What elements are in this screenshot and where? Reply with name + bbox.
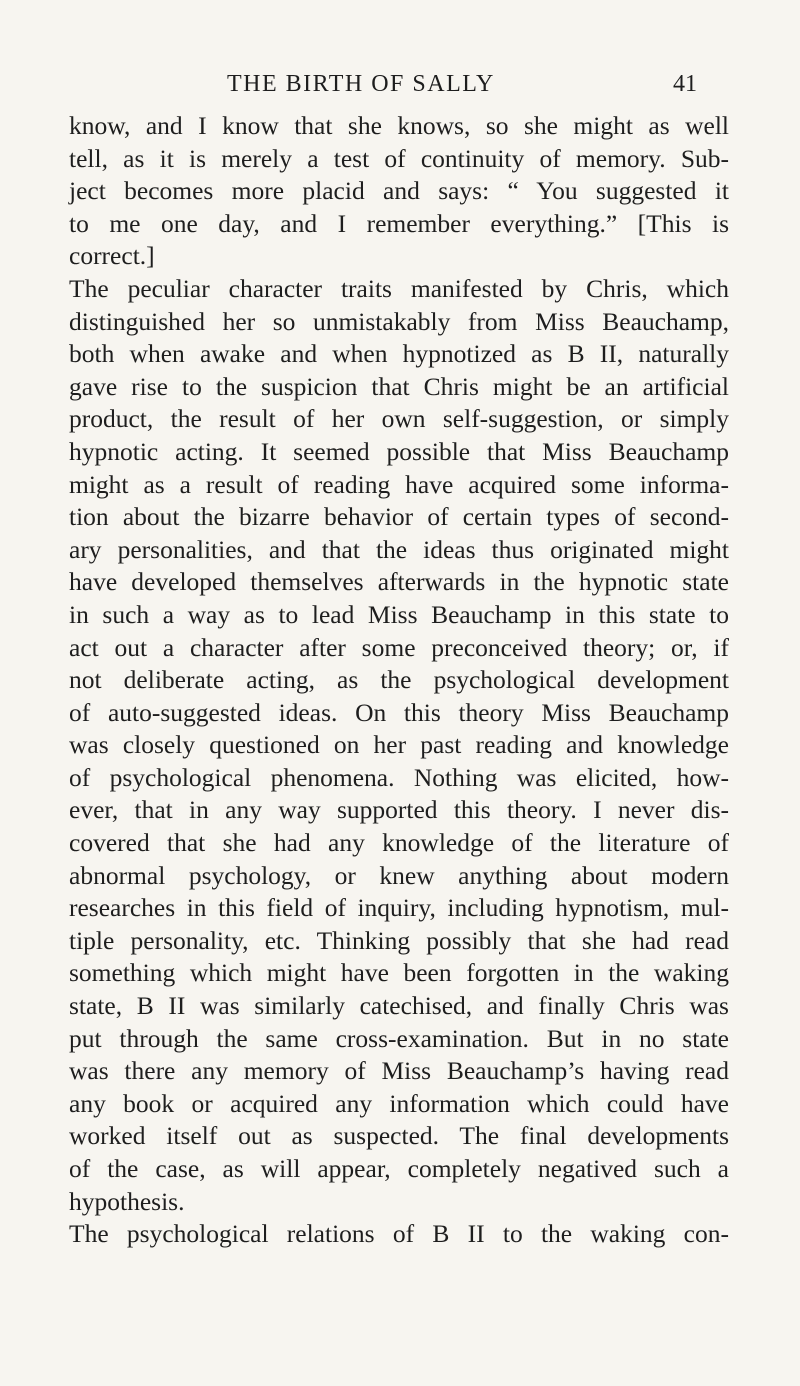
text-line: not deliberate acting, as the psychological development — [69, 665, 729, 695]
text-line: both when awake and when hypnotized as B II, naturally — [69, 339, 729, 369]
text-line: was closely questioned on her past reading and knowledge — [69, 730, 729, 760]
text-line: act out a character after some preconceived theory; or, if — [69, 632, 729, 662]
text-line: worked itself out as suspected. The final developments — [69, 1121, 729, 1151]
text-line: of psychological phenomena. Nothing was elicited, how- — [69, 762, 729, 792]
text-line: covered that she had any knowledge of the literature of — [69, 828, 729, 858]
running-title: THE BIRTH OF SALLY — [227, 71, 495, 97]
text-line: in such a way as to lead Miss Beauchamp in this state to — [69, 599, 729, 629]
text-line: put through the same cross-examination. But in no state — [69, 1023, 729, 1053]
text-line: might as a result of reading have acquired some informa- — [69, 469, 729, 499]
text-line: any book or acquired any information which could have — [69, 1088, 729, 1118]
text-line: of the case, as will appear, completely negatived such a — [69, 1154, 729, 1183]
text-line: of auto-suggested ideas. On this theory Miss Beauchamp — [69, 697, 729, 727]
text-line: tiple personality, etc. Thinking possibly that she had read — [69, 925, 729, 955]
text-line: abnormal psychology, or knew anything about modern — [69, 860, 729, 890]
text-line: distinguished her so unmistakably from Miss Beauchamp, — [69, 306, 729, 336]
text-line: ary personalities, and that the ideas thus originated might — [69, 534, 729, 564]
page-number: 41 — [673, 71, 697, 97]
body-text — [69, 110, 729, 1251]
text-line: was there any memory of Miss Beauchamp’s having read — [69, 1056, 729, 1086]
text-line: to me one day, and I remember everything.” [This is — [69, 208, 729, 238]
text-line: state, B II was similarly catechised, and finally Chris was — [69, 991, 729, 1021]
text-line: tion about the bizarre behavior of certain types of second- — [69, 502, 729, 532]
text-line: something which might have been forgotten in the waking — [69, 958, 729, 988]
text-line: correct.] — [69, 241, 155, 271]
text-line: gave rise to the suspicion that Chris might be an artificial — [69, 371, 729, 401]
text-line: tell, as it is merely a test of continuity of memory. Sub- — [69, 143, 729, 173]
running-header — [227, 66, 727, 102]
text-line: ever, that in any way supported this theory. I never dis- — [69, 795, 729, 825]
text-line: The peculiar character traits manifested by Chris, which — [69, 273, 729, 303]
text-line: hypothesis. — [69, 1186, 185, 1216]
text-line: researches in this field of inquiry, including hypnotism, mul- — [69, 893, 729, 923]
text-line: have developed themselves afterwards in the hypnotic state — [69, 567, 729, 597]
text-line: The psychological relations of B II to the waking con- — [69, 1219, 729, 1249]
text-line: ject becomes more placid and says: “ You suggested it — [69, 176, 729, 206]
text-line: know, and I know that she knows, so she might as well — [69, 111, 729, 140]
text-line: hypnotic acting. It seemed possible that Miss Beauchamp — [69, 436, 729, 466]
text-line: product, the result of her own self-suggestion, or simply — [69, 404, 729, 434]
